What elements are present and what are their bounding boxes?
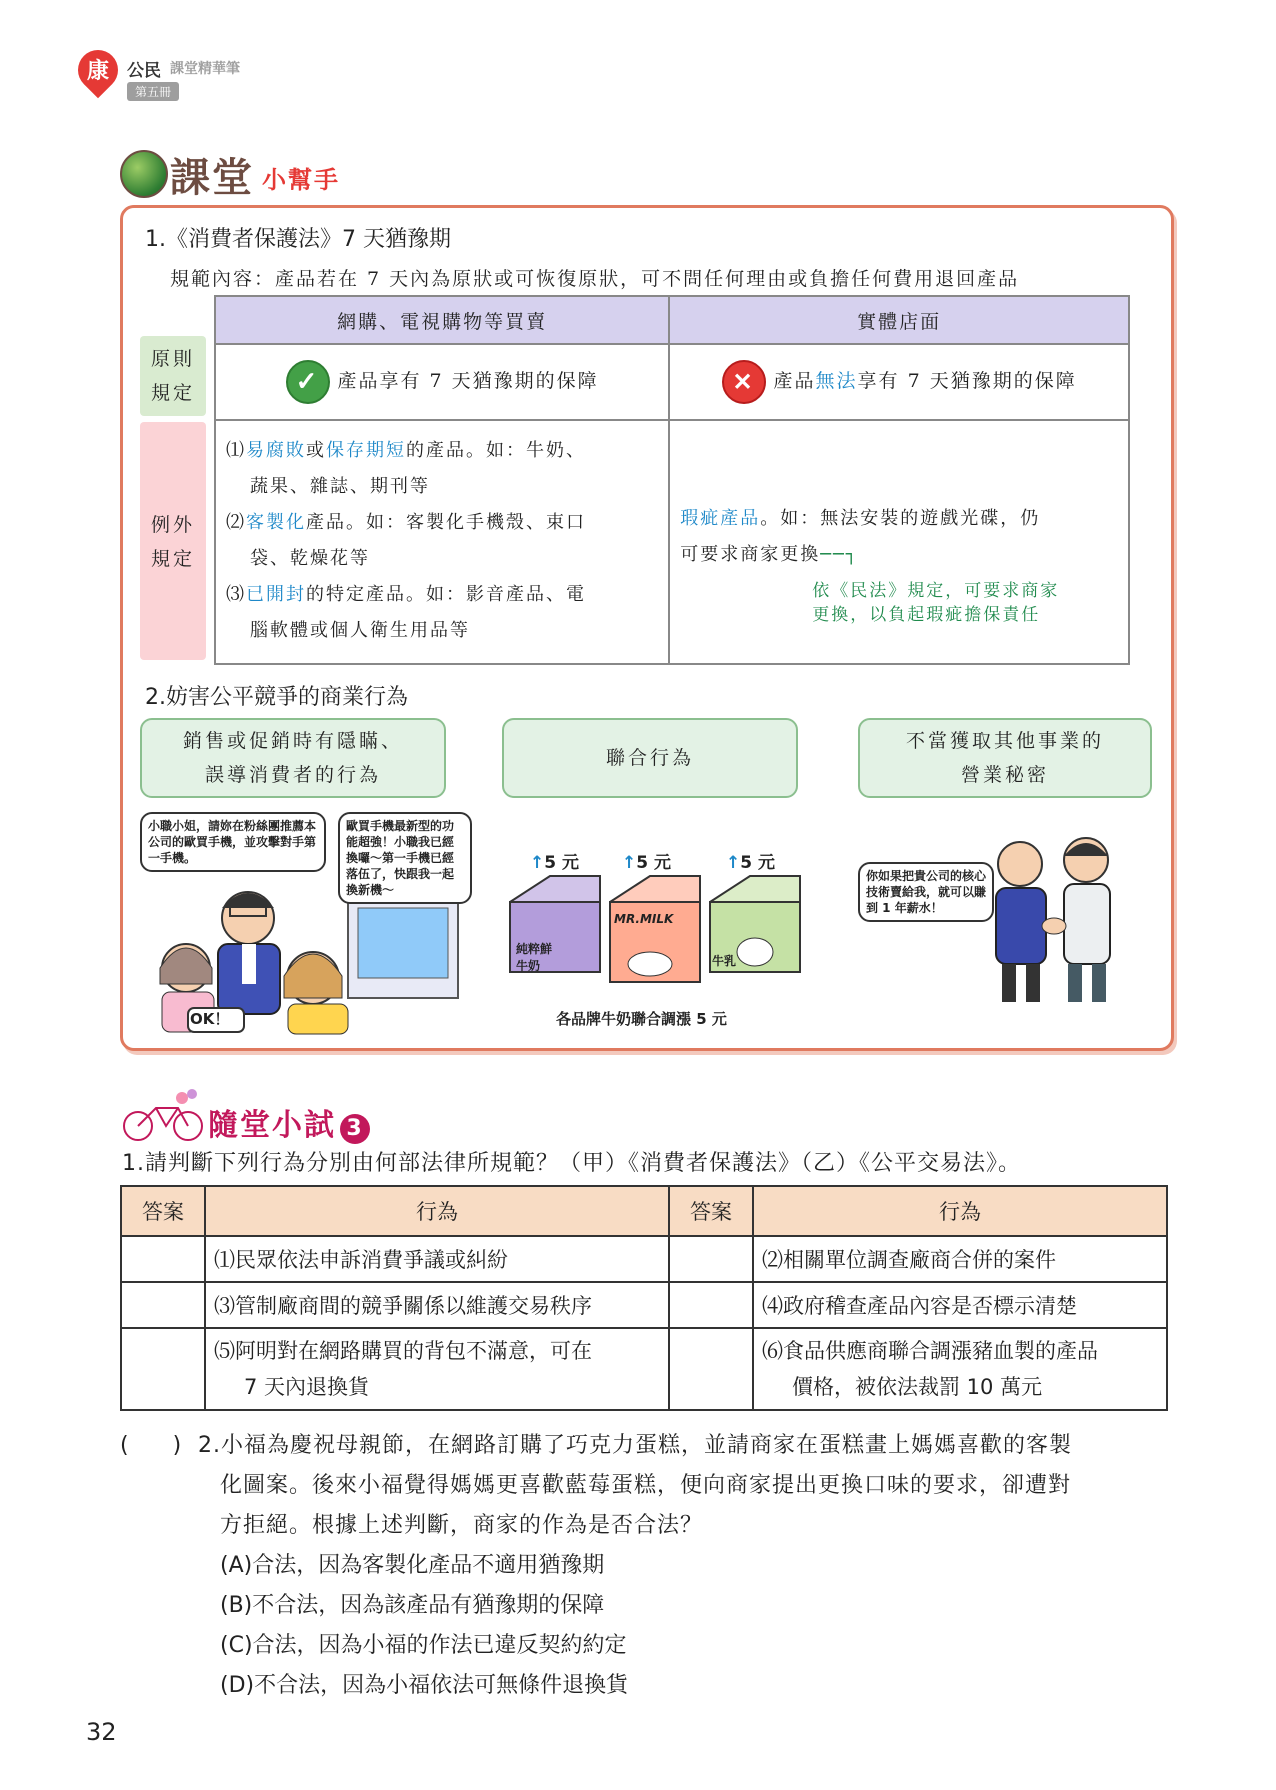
cooling-off-table [214,295,1130,665]
price-up-1: ↑5 元 [530,853,579,873]
exception-2-cont: 袋、乾燥花等 [250,548,370,569]
rule-online-cell [215,344,669,420]
milk-cartons-icon [500,872,810,992]
action-1: ⑴民眾依法申訴消費爭議或糾紛 [205,1236,669,1282]
answer-blank-1[interactable] [121,1236,205,1282]
check-icon: ✓ [286,360,330,404]
speech-bubble-bribe: 你如果把貴公司的核心技術賣給我，就可以賺到 1 年薪水！ [858,862,994,922]
answer-blank-5[interactable] [121,1328,205,1410]
table-row [121,1282,1167,1328]
item2-heading: 2.妨害公平競爭的商業行為 [145,685,408,710]
rule-label-2: 規定 [150,382,195,404]
answer-blank-6[interactable] [669,1328,753,1410]
carton-label-3: 牛乳 [712,954,737,968]
exception-label-2: 規定 [150,548,195,570]
scope-text: 規範內容：產品若在 7 天內為原狀或可恢復原狀，可不問任何理由或負擔任何費用退回產品 [170,268,1020,290]
globe-icon [120,150,168,198]
carton-label-2: MR.MILK [614,912,674,926]
price-up-3: ↑5 元 [726,853,775,873]
exceptions-store-cell [669,420,1129,664]
answer-blank-2[interactable] [669,1236,753,1282]
cross-icon: ✕ [722,360,766,404]
header-subject: 公民 [127,61,161,81]
q2-line2: 化圖案。後來小福覺得媽媽更喜歡藍莓蛋糕，便向商家提出更換口味的要求，卻遭對 [220,1473,1072,1498]
milk-caption: 各品牌牛奶聯合調漲 5 元 [556,1010,727,1028]
exception-1-cont: 蔬果、雜誌、期刊等 [250,476,430,497]
rule-store-pre: 產品 [773,370,816,392]
civil-law-note: 依《民法》規定，可要求商家 更換，以負起瑕疵擔保責任 [812,581,1060,625]
table-row [121,1236,1167,1282]
exception-1: ⑴易腐敗或保存期短的產品。如：牛奶、 [226,440,586,461]
handshake-cartoon [980,830,1130,1010]
col-store: 實體店面 [669,296,1129,344]
page-number: 32 [86,1718,117,1746]
action-6: ⑹食品供應商聯合調漲豬血製的產品 價格，被依法裁罰 10 萬元 [753,1328,1167,1410]
ok-label: OK！ [190,1010,230,1028]
exception-3-cont: 腦軟體或個人衛生用品等 [250,620,470,641]
rule-store-cell [669,344,1129,420]
action-3: ⑶管制廠商間的競爭關係以維護交易秩序 [205,1282,669,1328]
header-series: 課堂精華筆 [170,61,240,77]
h-answer-left: 答案 [121,1186,205,1236]
answer-blank-4[interactable] [669,1282,753,1328]
store-exception: 瑕疵產品。如：無法安裝的遊戲光碟，仍 [680,508,1041,529]
table-row [121,1328,1167,1410]
q1-text: 1.請判斷下列行為分別由何部法律所規範？（甲）《消費者保護法》（乙）《公平交易法》。 [122,1151,1021,1176]
exceptions-online-cell [215,420,669,664]
q1-table [120,1185,1168,1411]
store-exception-cont: 可要求商家更換──┐ [680,544,859,565]
action-2: ⑵相關單位調查廠商合併的案件 [753,1236,1167,1282]
option-a: (A)合法，因為客製化產品不適用猶豫期 [220,1553,605,1578]
option-b: (B)不合法，因為該產品有猶豫期的保障 [220,1593,605,1618]
item1-heading: 1.《消費者保護法》7 天猶豫期 [145,227,451,252]
h-answer-right: 答案 [669,1186,753,1236]
h-action-right: 行為 [753,1186,1167,1236]
exception-label-1: 例外 [150,514,195,536]
h-action-left: 行為 [205,1186,669,1236]
carton-label-1: 純粹鮮牛奶 [516,942,553,973]
col-online: 網購、電視購物等買賣 [215,296,669,344]
q2-line1: 2.小福為慶祝母親節，在網路訂購了巧克力蛋糕，並請商家在蛋糕畫上媽媽喜歡的客製 [198,1433,1072,1458]
exception-3: ⑶已開封的特定產品。如：影音產品、電 [226,584,586,605]
section1-title-small: 小幫手 [262,166,340,194]
rule-online-text: 產品享有 7 天猶豫期的保障 [337,370,599,392]
pill-misleading: 銷售或促銷時有隱瞞、 誤導消費者的行為 [140,718,446,798]
option-d: (D)不合法，因為小福依法可無條件退換貨 [220,1673,629,1698]
speech-bubble-influencer: 歐買手機最新型的功能超強！小職我已經換囉～第一手機已經落伍了，快跟我一起換新機～ [338,812,472,904]
rule-label-1: 原則 [150,348,195,370]
price-up-2: ↑5 元 [622,853,671,873]
section1-title-big: 課堂 [170,155,254,201]
option-c: (C)合法，因為小福的作法已違反契約約定 [220,1633,627,1658]
header-volume: 第五冊 [127,82,179,101]
action-5: ⑸阿明對在網路購買的背包不滿意，可在 7 天內退換貨 [205,1328,669,1410]
q2-answer-blank[interactable]: ( ) [120,1433,182,1458]
action-4: ⑷政府稽查產品內容是否標示清楚 [753,1282,1167,1328]
rule-store-emph: 無法 [815,370,858,392]
pill-trade-secret: 不當獲取其他事業的 營業秘密 [858,718,1152,798]
section2-title: 隨堂小試 3 [208,1100,370,1144]
speech-bubble-boss: 小職小姐，請妳在粉絲團推薦本公司的歐買手機，並攻擊對手第一手機。 [140,812,326,872]
q2-line3: 方拒絕。根據上述判斷，商家的作為是否合法？ [220,1513,704,1538]
logo-character: 康 [86,59,109,84]
section2-number-badge: 3 [340,1114,370,1144]
bicycle-icon [122,1088,206,1144]
rule-store-post: 享有 7 天猶豫期的保障 [857,370,1077,392]
pill-concerted-action: 聯合行為 [502,718,798,798]
answer-blank-3[interactable] [121,1282,205,1328]
exception-2: ⑵客製化產品。如：客製化手機殼、束口 [226,512,586,533]
